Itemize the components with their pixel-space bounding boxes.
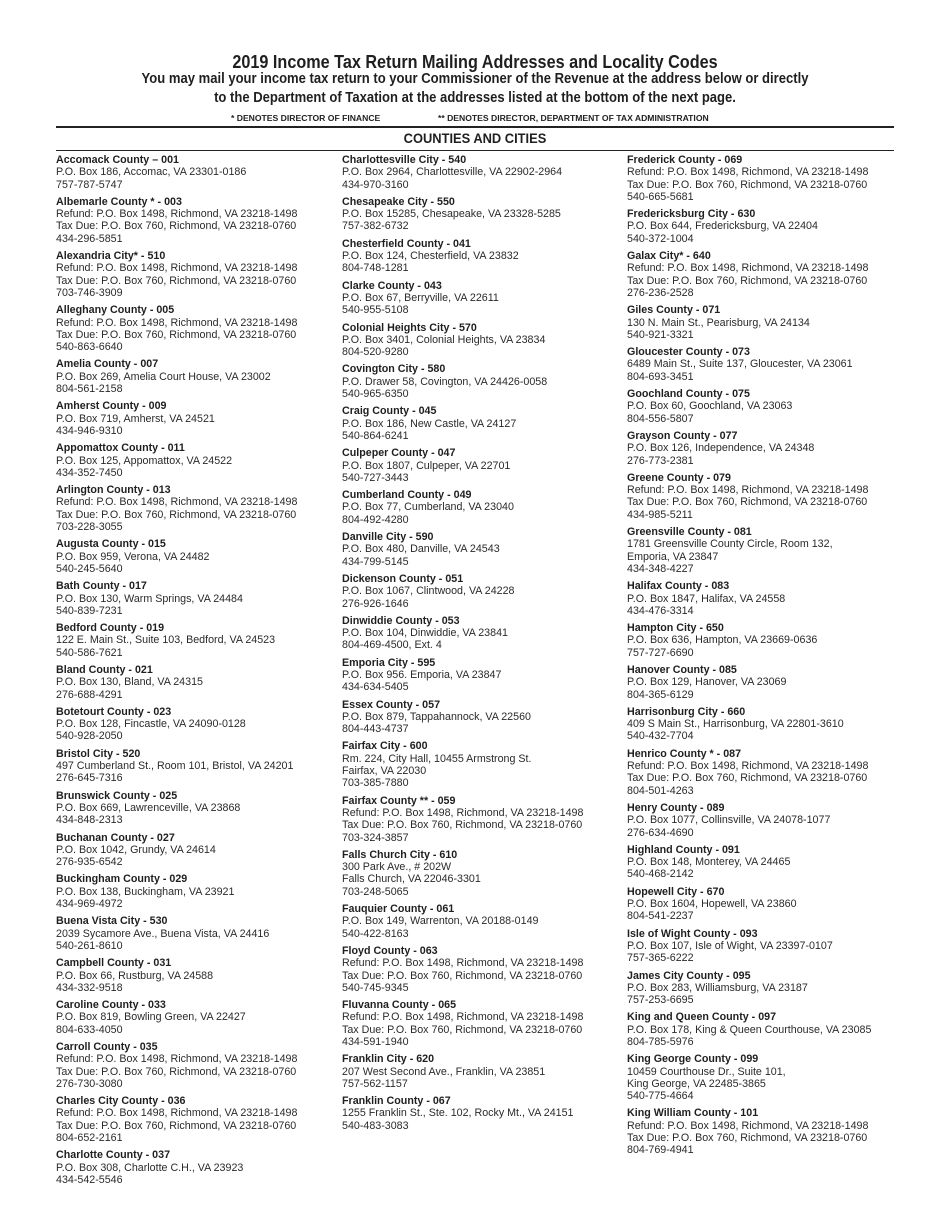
locality-entry [627,526,917,575]
locality-phone: 276-645-7316 [56,772,123,785]
locality-address-line: P.O. Box 283, Williamsburg, VA 23187 [627,981,808,994]
locality-name: Craig County - 045 [342,405,437,418]
locality-address-line: Refund: P.O. Box 1498, Richmond, VA 23218-1498 [342,806,584,819]
locality-address-line: P.O. Box 879, Tappahannock, VA 22560 [342,710,531,723]
locality-name: Greensville County - 081 [627,526,752,539]
locality-address-line: P.O. Box 178, King & Queen Courthouse, VA 23085 [627,1023,872,1036]
locality-name: Clarke County - 043 [342,279,442,292]
locality-entry [342,280,632,317]
locality-address-line: King George, VA 22485-3865 [627,1077,766,1090]
locality-name: Caroline County - 033 [56,999,166,1012]
locality-phone: 540-745-9345 [342,981,409,994]
locality-address-line: Refund: P.O. Box 1498, Richmond, VA 23218-1498 [342,957,584,970]
locality-column-2 [342,154,632,1137]
locality-phone: 276-634-4690 [627,826,694,839]
locality-name: Hopewell City - 670 [627,885,725,898]
locality-address-line: P.O. Box 104, Dinwiddie, VA 23841 [342,627,508,640]
locality-entry [56,484,346,533]
locality-phone: 804-365-6129 [627,688,694,701]
locality-phone: 540-586-7621 [56,646,123,659]
locality-name: Franklin City - 620 [342,1053,435,1066]
locality-name: Dickenson County - 051 [342,572,464,585]
locality-name: Bedford County - 019 [56,622,165,635]
locality-phone: 540-864-6241 [342,429,409,442]
locality-phone: 540-921-3321 [627,328,694,341]
locality-address-line: 2039 Sycamore Ave., Buena Vista, VA 24416 [56,927,270,940]
locality-phone: 804-492-4280 [342,513,409,526]
locality-name: Chesapeake City - 550 [342,195,455,208]
locality-phone: 434-352-7450 [56,466,123,479]
locality-name: King George County - 099 [627,1053,759,1066]
locality-name: Henrico County * - 087 [627,747,742,760]
locality-address-line: 300 Park Ave., # 202W [342,861,452,874]
locality-phone: 804-561-2158 [56,383,123,396]
locality-entry [342,615,632,652]
locality-column-3 [627,154,917,1162]
locality-address-line: P.O. Box 959, Verona, VA 24482 [56,550,210,563]
locality-address-line: 497 Cumberland St., Room 101, Bristol, VA 24201 [56,760,294,773]
locality-entry [627,580,917,617]
locality-phone: 804-652-2161 [56,1132,123,1145]
locality-name: James City County - 095 [627,969,751,982]
locality-entry [56,1095,346,1144]
locality-address-line: Tax Due: P.O. Box 760, Richmond, VA 23218-0760 [627,274,868,287]
locality-address-line: Falls Church, VA 22046-3301 [342,873,481,886]
locality-entry [627,1053,917,1102]
locality-entry [627,1107,917,1156]
locality-name: Goochland County - 075 [627,388,750,401]
locality-address-line: P.O. Box 60, Goochland, VA 23063 [627,400,793,413]
locality-entry [342,945,632,994]
locality-address-line: Tax Due: P.O. Box 760, Richmond, VA 23218-0760 [56,1119,297,1132]
locality-entry [627,472,917,521]
locality-address-line: Tax Due: P.O. Box 760, Richmond, VA 23218-0760 [56,220,297,233]
locality-phone: 434-969-4972 [56,898,123,911]
locality-address-line: Refund: P.O. Box 1498, Richmond, VA 23218-1498 [56,1053,298,1066]
locality-name: Bristol City - 520 [56,747,141,760]
locality-phone: 804-556-5807 [627,412,694,425]
locality-name: Fauquier County - 061 [342,903,455,916]
locality-address-line: Rm. 224, City Hall, 10455 Armstrong St. [342,752,532,765]
locality-phone: 540-839-7231 [56,604,123,617]
locality-address-line: Tax Due: P.O. Box 760, Richmond, VA 23218-0760 [342,969,583,982]
note-director-of-finance: * DENOTES DIRECTOR OF FINANCE [231,113,381,123]
locality-phone: 434-591-1940 [342,1036,409,1048]
locality-address-line: P.O. Box 719, Amherst, VA 24521 [56,412,215,425]
locality-phone: 434-476-3314 [627,604,694,617]
locality-name: Charlotte County - 037 [56,1149,171,1162]
locality-entry [56,873,346,910]
locality-address-line: P.O. Box 125, Appomattox, VA 24522 [56,454,233,467]
locality-address-line: P.O. Box 956. Emporia, VA 23847 [342,668,502,681]
locality-name: Amelia County - 007 [56,358,159,371]
locality-phone: 276-730-3080 [56,1077,123,1090]
locality-entry [342,405,632,442]
locality-name: Cumberland County - 049 [342,489,472,502]
locality-entry [56,196,346,245]
locality-address-line: Refund: P.O. Box 1498, Richmond, VA 23218-1498 [56,262,298,275]
locality-phone: 804-541-2237 [627,910,694,923]
locality-address-line: P.O. Box 149, Warrenton, VA 20188-0149 [342,915,539,928]
locality-phone: 757-727-6690 [627,646,694,659]
locality-phone: 540-965-6350 [342,388,409,401]
locality-name: Falls Church City - 610 [342,848,458,861]
locality-entry [342,999,632,1048]
note-director-tax-administration: ** DENOTES DIRECTOR, DEPARTMENT OF TAX ADMINISTRATION [438,113,709,123]
locality-name: Amherst County - 009 [56,400,167,413]
locality-name: Buena Vista City - 530 [56,915,168,928]
locality-name: King William County - 101 [627,1107,759,1120]
locality-phone: 804-469-4500, Ext. 4 [342,639,442,652]
locality-phone: 434-799-5145 [342,555,409,568]
locality-name: Floyd County - 063 [342,944,438,957]
locality-name: Giles County - 071 [627,304,721,317]
locality-name: Culpeper County - 047 [342,447,456,460]
locality-entry [56,580,346,617]
locality-address-line: P.O. Box 186, New Castle, VA 24127 [342,417,517,430]
locality-address-line: Tax Due: P.O. Box 760, Richmond, VA 23218-0760 [342,1023,583,1036]
locality-phone: 434-348-4227 [627,562,694,575]
locality-phone: 276-236-2528 [627,286,694,299]
locality-phone: 434-332-9518 [56,981,123,994]
locality-entry [627,304,917,341]
locality-phone: 540-245-5640 [56,562,123,575]
locality-phone: 804-633-4050 [56,1023,123,1036]
locality-entry [627,208,917,245]
locality-entry [342,489,632,526]
locality-phone: 434-946-9310 [56,424,123,437]
locality-address-line: Tax Due: P.O. Box 760, Richmond, VA 23218-0760 [56,274,297,287]
locality-name: Charlottesville City - 540 [342,154,467,166]
locality-name: Gloucester County - 073 [627,346,750,359]
locality-address-line: 130 N. Main St., Pearisburg, VA 24134 [627,316,810,329]
locality-address-line: P.O. Box 308, Charlotte C.H., VA 23923 [56,1161,244,1174]
locality-entry [627,748,917,797]
locality-address-line: 6489 Main St., Suite 137, Gloucester, VA 23061 [627,358,853,371]
locality-name: Chesterfield County - 041 [342,237,471,250]
locality-entry [342,322,632,359]
locality-phone: 540-261-8610 [56,939,123,952]
locality-address-line: Tax Due: P.O. Box 760, Richmond, VA 23218-0760 [627,1132,868,1145]
locality-address-line: P.O. Box 1807, Culpeper, VA 22701 [342,459,511,472]
locality-address-line: P.O. Box 644, Fredericksburg, VA 22404 [627,220,818,233]
locality-entry [342,657,632,694]
locality-phone: 434-542-5546 [56,1173,123,1186]
locality-entry [342,447,632,484]
locality-name: Arlington County - 013 [56,484,171,497]
locality-phone: 540-863-6640 [56,341,123,354]
locality-address-line: P.O. Box 3401, Colonial Heights, VA 23834 [342,333,546,346]
locality-address-line: P.O. Box 819, Bowling Green, VA 22427 [56,1011,246,1024]
locality-entry [627,844,917,881]
section-title: COUNTIES AND CITIES [403,130,547,146]
locality-entry [56,1149,346,1186]
locality-name: King and Queen County - 097 [627,1011,777,1024]
locality-name: Hanover County - 085 [627,663,737,676]
page-subtitle-line-1: You may mail your income tax return to your Commissioner of the Revenue at the address below or directly [141,71,809,87]
locality-address-line: Refund: P.O. Box 1498, Richmond, VA 23218-1498 [56,316,298,329]
locality-phone: 804-443-4737 [342,723,409,736]
locality-entry [56,790,346,827]
locality-phone: 804-748-1281 [342,262,409,275]
locality-address-line: P.O. Box 67, Berryville, VA 22611 [342,291,499,304]
locality-name: Fluvanna County - 065 [342,999,457,1012]
locality-entry [342,573,632,610]
locality-entry [342,795,632,844]
locality-name: Bath County - 017 [56,580,147,593]
locality-address-line: Tax Due: P.O. Box 760, Richmond, VA 23218-0760 [627,178,868,191]
locality-name: Galax City* - 640 [627,250,711,263]
locality-address-line: Refund: P.O. Box 1498, Richmond, VA 23218-1498 [342,1011,584,1024]
locality-address-line: 122 E. Main St., Suite 103, Bedford, VA 24523 [56,634,276,647]
locality-address-line: Refund: P.O. Box 1498, Richmond, VA 23218-1498 [627,760,869,773]
locality-name: Highland County - 091 [627,843,740,856]
locality-address-line: P.O. Box 126, Independence, VA 24348 [627,442,815,455]
locality-address-line: P.O. Box 480, Danville, VA 24543 [342,543,500,556]
locality-phone: 703-385-7880 [342,777,409,790]
locality-phone: 757-253-6695 [627,994,694,1007]
locality-name: Carroll County - 035 [56,1041,158,1053]
locality-address-line: Tax Due: P.O. Box 760, Richmond, VA 23218-0760 [56,1065,297,1078]
locality-entry [56,957,346,994]
locality-entry [627,802,917,839]
locality-entry [56,664,346,701]
locality-phone: 276-935-6542 [56,856,123,869]
locality-name: Brunswick County - 025 [56,789,178,802]
locality-entry [627,886,917,923]
locality-phone: 804-501-4263 [627,784,694,797]
locality-address-line: Tax Due: P.O. Box 760, Richmond, VA 23218-0760 [627,772,868,785]
locality-address-line: P.O. Box 669, Lawrenceville, VA 23868 [56,801,241,814]
locality-phone: 434-985-5211 [627,508,693,521]
locality-address-line: Emporia, VA 23847 [627,550,719,563]
locality-address-line: Tax Due: P.O. Box 760, Richmond, VA 23218-0760 [56,508,297,521]
locality-name: Halifax County - 083 [627,580,730,593]
locality-address-line: P.O. Box 1077, Collinsville, VA 24078-1077 [627,814,831,827]
locality-phone: 757-365-6222 [627,952,694,965]
locality-address-line: Refund: P.O. Box 1498, Richmond, VA 23218-1498 [627,262,869,275]
locality-entry [342,196,632,233]
locality-phone: 804-785-5976 [627,1036,694,1048]
header-divider-top [56,126,894,128]
locality-column-1 [56,154,346,1191]
locality-name: Bland County - 021 [56,663,153,676]
locality-entry [56,442,346,479]
locality-entry [342,531,632,568]
locality-entry [342,363,632,400]
locality-phone: 804-769-4941 [627,1144,694,1157]
locality-phone: 703-324-3857 [342,831,409,844]
locality-phone: 540-468-2142 [627,868,694,881]
locality-address-line: Fairfax, VA 22030 [342,765,427,778]
locality-address-line: P.O. Box 1067, Clintwood, VA 24228 [342,585,515,598]
locality-name: Campbell County - 031 [56,957,172,970]
locality-address-line: P.O. Box 77, Cumberland, VA 23040 [342,501,514,514]
locality-address-line: P.O. Box 1604, Hopewell, VA 23860 [627,898,797,911]
locality-entry [342,903,632,940]
locality-address-line: P.O. Box 129, Hanover, VA 23069 [627,676,787,689]
locality-name: Accomack County – 001 [56,154,179,166]
locality-entry [627,706,917,743]
header-divider-bottom [56,150,894,151]
locality-name: Augusta County - 015 [56,538,166,551]
locality-phone: 434-296-5851 [56,232,123,245]
locality-name: Appomattox County - 011 [56,442,185,455]
locality-address-line: P.O. Box 130, Bland, VA 24315 [56,676,203,689]
locality-entry [627,250,917,299]
locality-phone: 276-688-4291 [56,688,123,701]
locality-phone: 434-634-5405 [342,681,409,694]
locality-phone: 434-970-3160 [342,178,409,191]
locality-phone: 540-665-5681 [627,190,694,203]
locality-entry [342,849,632,898]
locality-entry [342,154,632,191]
locality-address-line: P.O. Box 1847, Halifax, VA 24558 [627,592,786,605]
locality-address-line: P.O. Box 269, Amelia Court House, VA 23002 [56,370,271,383]
locality-address-line: Refund: P.O. Box 1498, Richmond, VA 23218-1498 [627,484,869,497]
locality-phone: 276-773-2381 [627,454,694,467]
locality-address-line: Refund: P.O. Box 1498, Richmond, VA 23218-1498 [627,166,869,179]
locality-phone: 540-928-2050 [56,730,123,743]
locality-entry [627,346,917,383]
locality-address-line: P.O. Box 130, Warm Springs, VA 24484 [56,592,243,605]
locality-entry [342,238,632,275]
locality-phone: 540-372-1004 [627,232,694,245]
locality-phone: 434-848-2313 [56,814,123,827]
locality-address-line: P.O. Box 124, Chesterfield, VA 23832 [342,250,519,263]
locality-address-line: P.O. Box 15285, Chesapeake, VA 23328-5285 [342,208,561,221]
locality-entry [627,1011,917,1048]
locality-entry [627,388,917,425]
locality-phone: 540-422-8163 [342,927,409,940]
locality-phone: 804-520-9280 [342,346,409,359]
locality-address-line: P.O. Box 107, Isle of Wight, VA 23397-0107 [627,939,833,952]
locality-phone: 703-746-3909 [56,286,123,299]
locality-address-line: 10459 Courthouse Dr., Suite 101, [627,1065,786,1078]
locality-address-line: Refund: P.O. Box 1498, Richmond, VA 23218-1498 [56,208,298,221]
locality-entry [342,699,632,736]
locality-phone: 757-562-1157 [342,1077,408,1090]
locality-address-line: 409 S Main St., Harrisonburg, VA 22801-3610 [627,718,844,731]
locality-phone: 703-228-3055 [56,521,123,534]
locality-name: Fairfax County ** - 059 [342,794,456,807]
locality-address-line: P.O. Drawer 58, Covington, VA 24426-0058 [342,375,548,388]
locality-address-line: Tax Due: P.O. Box 760, Richmond, VA 23218-0760 [342,819,583,832]
locality-name: Essex County - 057 [342,698,441,711]
locality-address-line: P.O. Box 186, Accomac, VA 23301-0186 [56,166,247,179]
locality-entry [342,740,632,789]
locality-name: Colonial Heights City - 570 [342,321,477,334]
locality-phone: 276-926-1646 [342,597,409,610]
locality-entry [627,928,917,965]
locality-name: Covington City - 580 [342,363,446,376]
locality-address-line: Refund: P.O. Box 1498, Richmond, VA 23218-1498 [627,1119,869,1132]
locality-name: Dinwiddie County - 053 [342,614,460,627]
locality-name: Fairfax City - 600 [342,740,428,753]
locality-phone: 540-775-4664 [627,1090,694,1103]
locality-name: Grayson County - 077 [627,429,738,442]
locality-name: Alleghany County - 005 [56,304,175,317]
locality-name: Botetourt County - 023 [56,705,172,718]
locality-address-line: P.O. Box 2964, Charlottesville, VA 22902-2964 [342,166,563,179]
locality-phone: 540-727-3443 [342,471,409,484]
locality-phone: 703-248-5065 [342,885,409,898]
locality-entry [627,154,917,203]
page-subtitle-line-2: to the Department of Taxation at the addresses listed at the bottom of the next page. [214,90,736,106]
locality-name: Alexandria City* - 510 [56,250,166,263]
locality-name: Danville City - 590 [342,531,434,544]
locality-address-line: P.O. Box 1042, Grundy, VA 24614 [56,843,216,856]
locality-name: Albemarle County * - 003 [56,195,182,208]
locality-address-line: P.O. Box 66, Rustburg, VA 24588 [56,969,214,982]
locality-address-line: P.O. Box 128, Fincastle, VA 24090-0128 [56,718,246,731]
locality-name: Fredericksburg City - 630 [627,208,756,221]
locality-name: Buchanan County - 027 [56,831,175,844]
locality-name: Isle of Wight County - 093 [627,927,758,940]
locality-phone: 804-693-3451 [627,370,694,383]
locality-entry [342,1095,632,1132]
locality-address-line: 1255 Franklin St., Ste. 102, Rocky Mt., VA 24151 [342,1107,574,1120]
locality-entry [56,154,346,191]
locality-phone: 540-955-5108 [342,304,409,317]
locality-entry [627,622,917,659]
locality-entry [627,664,917,701]
locality-entry [56,304,346,353]
locality-entry [627,430,917,467]
locality-phone: 540-483-3083 [342,1119,409,1132]
locality-entry [56,706,346,743]
locality-address-line: P.O. Box 138, Buckingham, VA 23921 [56,885,235,898]
locality-name: Greene County - 079 [627,471,731,484]
locality-name: Emporia City - 595 [342,656,436,669]
locality-name: Charles City County - 036 [56,1095,186,1108]
locality-entry [56,538,346,575]
locality-entry [56,622,346,659]
locality-name: Buckingham County - 029 [56,873,188,886]
locality-entry [56,1041,346,1090]
locality-entry [56,748,346,785]
locality-phone: 757-382-6732 [342,220,409,233]
locality-entry [56,358,346,395]
locality-address-line: P.O. Box 148, Monterey, VA 24465 [627,856,791,869]
locality-address-line: Tax Due: P.O. Box 760, Richmond, VA 23218-0760 [627,496,868,509]
locality-name: Harrisonburg City - 660 [627,705,746,718]
locality-address-line: 207 West Second Ave., Franklin, VA 23851 [342,1065,546,1078]
locality-entry [56,400,346,437]
locality-name: Hampton City - 650 [627,622,724,635]
locality-name: Frederick County - 069 [627,154,743,166]
locality-address-line: P.O. Box 636, Hampton, VA 23669-0636 [627,634,818,647]
locality-address-line: Refund: P.O. Box 1498, Richmond, VA 23218-1498 [56,1107,298,1120]
locality-entry [627,970,917,1007]
locality-phone: 540-432-7704 [627,730,694,743]
locality-entry [56,832,346,869]
locality-phone: 757-787-5747 [56,178,123,191]
locality-address-line: Refund: P.O. Box 1498, Richmond, VA 23218-1498 [56,496,298,509]
locality-entry [56,999,346,1036]
locality-entry [56,915,346,952]
locality-entry [56,250,346,299]
locality-name: Franklin County - 067 [342,1095,451,1108]
locality-name: Henry County - 089 [627,801,725,814]
page-title: 2019 Income Tax Return Mailing Addresses and Locality Codes [232,52,718,72]
locality-address-line: Tax Due: P.O. Box 760, Richmond, VA 23218-0760 [56,328,297,341]
locality-entry [342,1053,632,1090]
locality-address-line: 1781 Greensville County Circle, Room 132, [627,538,833,551]
legend-notes [0,113,950,125]
